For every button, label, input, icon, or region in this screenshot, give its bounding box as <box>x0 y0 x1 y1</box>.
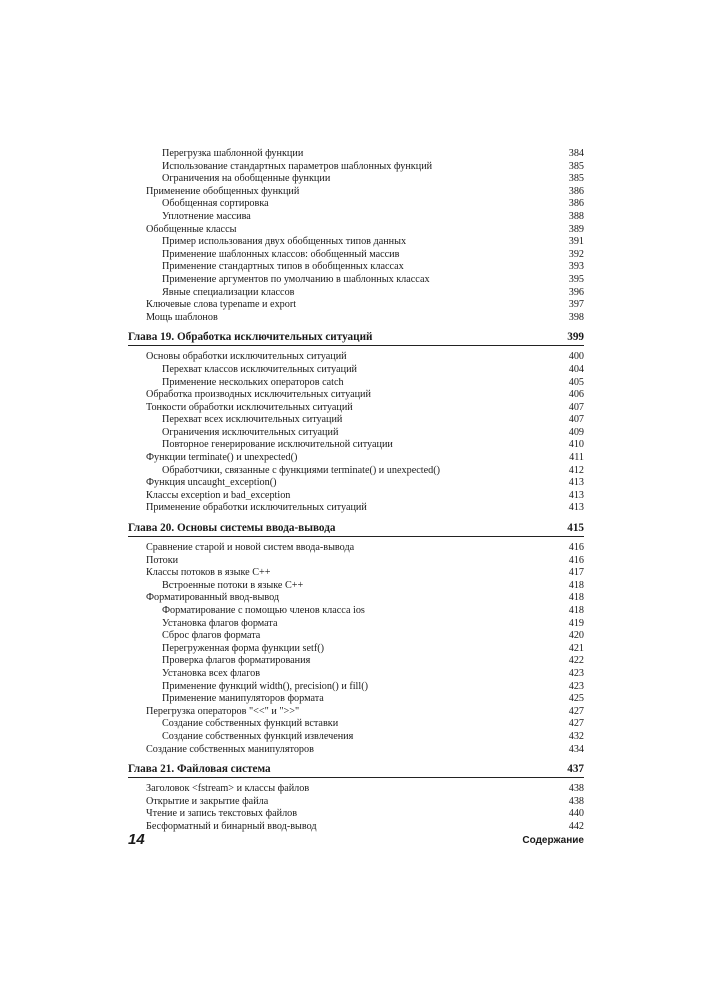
toc-entry <box>128 477 584 490</box>
toc-entry-title: Перехват классов исключительных ситуаций <box>162 363 358 375</box>
toc-entry-title: Установка всех флагов <box>162 667 261 679</box>
toc-entry-title: Применение нескольких операторов catch <box>162 376 344 388</box>
toc-entry-title: Основы обработки исключительных ситуаций <box>146 351 347 363</box>
toc-entry-page: 404 <box>568 363 584 375</box>
toc-entry-page: 418 <box>568 592 584 604</box>
toc-entry-title: Ограничения на обобщенные функции <box>162 173 331 185</box>
toc-entry-title: Перехват всех исключительных ситуаций <box>162 414 343 426</box>
toc-entry <box>128 808 584 821</box>
toc-entry-title: Перегрузка шаблонной функции <box>162 148 304 159</box>
running-title: Содержание <box>522 835 584 846</box>
page-footer <box>128 831 584 851</box>
toc-entry <box>128 224 584 237</box>
toc-entry <box>128 198 584 211</box>
toc-entry-title: Сброс флагов формата <box>162 630 261 642</box>
toc-entry-page: 416 <box>568 542 584 554</box>
toc-entry <box>128 502 584 515</box>
toc-entry <box>128 439 584 452</box>
toc-entry-title: Функции terminate() и unexpected() <box>146 452 298 464</box>
toc-entry-title: Проверка флагов форматирования <box>162 655 311 667</box>
toc-entry-page: 413 <box>568 489 584 501</box>
toc-entry <box>128 161 584 174</box>
toc-entry-page: 407 <box>568 414 584 426</box>
toc-entry-title: Форматирование с помощью членов класса ios <box>162 605 365 616</box>
toc-entry-title: Уплотнение массива <box>162 210 251 222</box>
toc-entry-title: Создание собственных функций извлечения <box>162 730 354 742</box>
toc-entry-title: Явные специализации классов <box>162 286 295 298</box>
toc-entry <box>128 555 584 568</box>
toc-entry-page: 413 <box>568 502 584 514</box>
toc-entry <box>128 618 584 631</box>
toc-entry-page: 386 <box>568 198 584 210</box>
toc-entry-title: Повторное генерирование исключительной ситуации <box>162 439 393 451</box>
toc-entry-page: 425 <box>568 693 584 705</box>
toc-entry <box>128 655 584 668</box>
toc-chapter-heading <box>128 761 584 778</box>
toc-entry-page: 423 <box>568 680 584 692</box>
toc-entry-page: 388 <box>568 210 584 222</box>
toc-entry <box>128 211 584 224</box>
toc-entry-page: 412 <box>568 464 584 476</box>
toc-entry-page: 416 <box>568 554 584 566</box>
toc-entry-page: 400 <box>568 351 584 363</box>
toc-entry <box>128 186 584 199</box>
toc-entry-page: 434 <box>568 743 584 755</box>
toc-entry-page: 427 <box>568 718 584 730</box>
toc-entry-page: 398 <box>568 311 584 323</box>
toc-entry <box>128 668 584 681</box>
toc-entry <box>128 299 584 312</box>
table-of-contents <box>128 148 584 834</box>
toc-entry <box>128 580 584 593</box>
toc-entry-title: Обработчики, связанные с функциями terminate() и unexpected() <box>162 464 440 476</box>
toc-entry-title: Установка флагов формата <box>162 617 278 629</box>
toc-entry-page: 413 <box>568 477 584 489</box>
toc-entry-page: 407 <box>568 401 584 413</box>
toc-entry-title: Перегруженная форма функции setf() <box>162 642 324 654</box>
toc-entry-page: 438 <box>568 795 584 807</box>
toc-entry-title: Обобщенная сортировка <box>162 198 269 210</box>
toc-entry-page: 386 <box>568 185 584 197</box>
toc-entry-title: Глава 20. Основы системы ввода-вывода <box>128 522 336 535</box>
toc-entry <box>128 567 584 580</box>
toc-entry <box>128 173 584 186</box>
toc-entry-title: Классы exception и bad_exception <box>146 489 291 501</box>
toc-entry <box>128 389 584 402</box>
toc-entry-title: Встроенные потоки в языке C++ <box>162 579 304 591</box>
toc-entry <box>128 351 584 364</box>
toc-entry-title: Пример использования двух обобщенных типов данных <box>162 236 407 248</box>
toc-entry-page: 427 <box>568 705 584 717</box>
toc-entry <box>128 643 584 656</box>
toc-entry <box>128 261 584 274</box>
toc-entry-title: Использование стандартных параметров шаблонных функций <box>162 160 433 172</box>
toc-entry <box>128 681 584 694</box>
toc-entry-title: Открытие и закрытие файла <box>146 795 269 807</box>
toc-entry-title: Потоки <box>146 554 179 566</box>
toc-entry-page: 406 <box>568 389 584 401</box>
toc-entry-page: 422 <box>568 655 584 667</box>
toc-entry-title: Мощь шаблонов <box>146 311 218 323</box>
toc-entry <box>128 377 584 390</box>
toc-entry-title: Применение шаблонных классов: обобщенный массив <box>162 248 400 260</box>
toc-entry-title: Форматированный ввод-вывод <box>146 592 280 604</box>
toc-entry <box>128 287 584 300</box>
toc-entry <box>128 605 584 618</box>
toc-entry <box>128 465 584 478</box>
toc-entry <box>128 148 584 161</box>
toc-entry-page: 391 <box>568 236 584 248</box>
toc-entry <box>128 796 584 809</box>
toc-entry-page: 397 <box>568 299 584 311</box>
toc-entry-title: Бесформатный и бинарный ввод-вывод <box>146 820 317 832</box>
toc-entry-title: Применение функций width(), precision() и fill() <box>162 680 368 692</box>
toc-entry-title: Глава 19. Обработка исключительных ситуаций <box>128 331 373 344</box>
toc-entry-page: 384 <box>568 148 584 159</box>
toc-entry-page: 417 <box>568 567 584 579</box>
toc-entry-page: 419 <box>568 617 584 629</box>
toc-entry <box>128 414 584 427</box>
toc-entry <box>128 731 584 744</box>
toc-entry-title: Сравнение старой и новой систем ввода-вывода <box>146 542 355 554</box>
toc-entry-title: Чтение и запись текстовых файлов <box>146 808 298 820</box>
toc-entry <box>128 718 584 731</box>
toc-entry <box>128 706 584 719</box>
toc-entry-page: 442 <box>568 820 584 832</box>
toc-entry-page: 440 <box>568 808 584 820</box>
toc-entry-title: Обработка производных исключительных ситуаций <box>146 389 371 401</box>
toc-entry <box>128 490 584 503</box>
toc-entry <box>128 402 584 415</box>
toc-entry-page: 437 <box>567 763 584 776</box>
toc-entry-title: Ключевые слова typename и export <box>146 299 297 311</box>
toc-entry-title: Классы потоков в языке C++ <box>146 567 271 579</box>
toc-entry <box>128 249 584 262</box>
toc-entry <box>128 630 584 643</box>
toc-entry <box>128 693 584 706</box>
toc-entry-page: 385 <box>568 160 584 172</box>
toc-entry-title: Применение аргументов по умолчанию в шаблонных классах <box>162 273 430 285</box>
toc-entry <box>128 783 584 796</box>
toc-entry-page: 415 <box>567 522 584 535</box>
toc-entry-page: 393 <box>568 261 584 273</box>
toc-entry <box>128 364 584 377</box>
toc-entry-title: Создание собственных функций вставки <box>162 718 339 730</box>
toc-entry-page: 410 <box>568 439 584 451</box>
toc-entry-title: Тонкости обработки исключительных ситуаций <box>146 401 353 413</box>
toc-entry <box>128 452 584 465</box>
toc-entry-title: Создание собственных манипуляторов <box>146 743 314 755</box>
toc-entry-title: Применение стандартных типов в обобщенных классах <box>162 261 404 273</box>
toc-entry-page: 423 <box>568 667 584 679</box>
toc-entry-title: Перегрузка операторов "<<" и ">>" <box>146 705 300 717</box>
toc-entry <box>128 236 584 249</box>
toc-entry <box>128 592 584 605</box>
toc-entry <box>128 274 584 287</box>
toc-entry-title: Функция uncaught_exception() <box>146 477 277 489</box>
toc-entry <box>128 542 584 555</box>
page-number: 14 <box>128 831 145 848</box>
toc-chapter-heading <box>128 520 584 537</box>
toc-entry-page: 392 <box>568 248 584 260</box>
toc-entry-page: 409 <box>568 426 584 438</box>
toc-chapter-heading <box>128 329 584 346</box>
toc-entry <box>128 427 584 440</box>
toc-entry-title: Применение обработки исключительных ситуаций <box>146 502 367 514</box>
toc-entry-page: 418 <box>568 579 584 591</box>
toc-entry-page: 399 <box>567 331 584 344</box>
toc-entry-page: 389 <box>568 223 584 235</box>
toc-entry-title: Ограничения исключительных ситуаций <box>162 426 339 438</box>
toc-entry-title: Применение манипуляторов формата <box>162 693 324 705</box>
toc-entry-title: Применение обобщенных функций <box>146 185 300 197</box>
toc-entry-title: Глава 21. Файловая система <box>128 763 271 776</box>
toc-entry-page: 411 <box>569 452 584 464</box>
toc-entry-page: 418 <box>568 605 584 616</box>
toc-entry <box>128 312 584 325</box>
toc-entry-page: 420 <box>568 630 584 642</box>
toc-entry-page: 395 <box>568 273 584 285</box>
toc-entry-page: 421 <box>568 642 584 654</box>
toc-entry-page: 396 <box>568 286 584 298</box>
toc-entry-title: Заголовок <fstream> и классы файлов <box>146 783 310 795</box>
toc-entry-page: 385 <box>568 173 584 185</box>
toc-entry <box>128 744 584 757</box>
toc-entry-page: 405 <box>568 376 584 388</box>
toc-entry-title: Обобщенные классы <box>146 223 237 235</box>
toc-entry-page: 432 <box>568 730 584 742</box>
toc-entry-page: 438 <box>568 783 584 795</box>
